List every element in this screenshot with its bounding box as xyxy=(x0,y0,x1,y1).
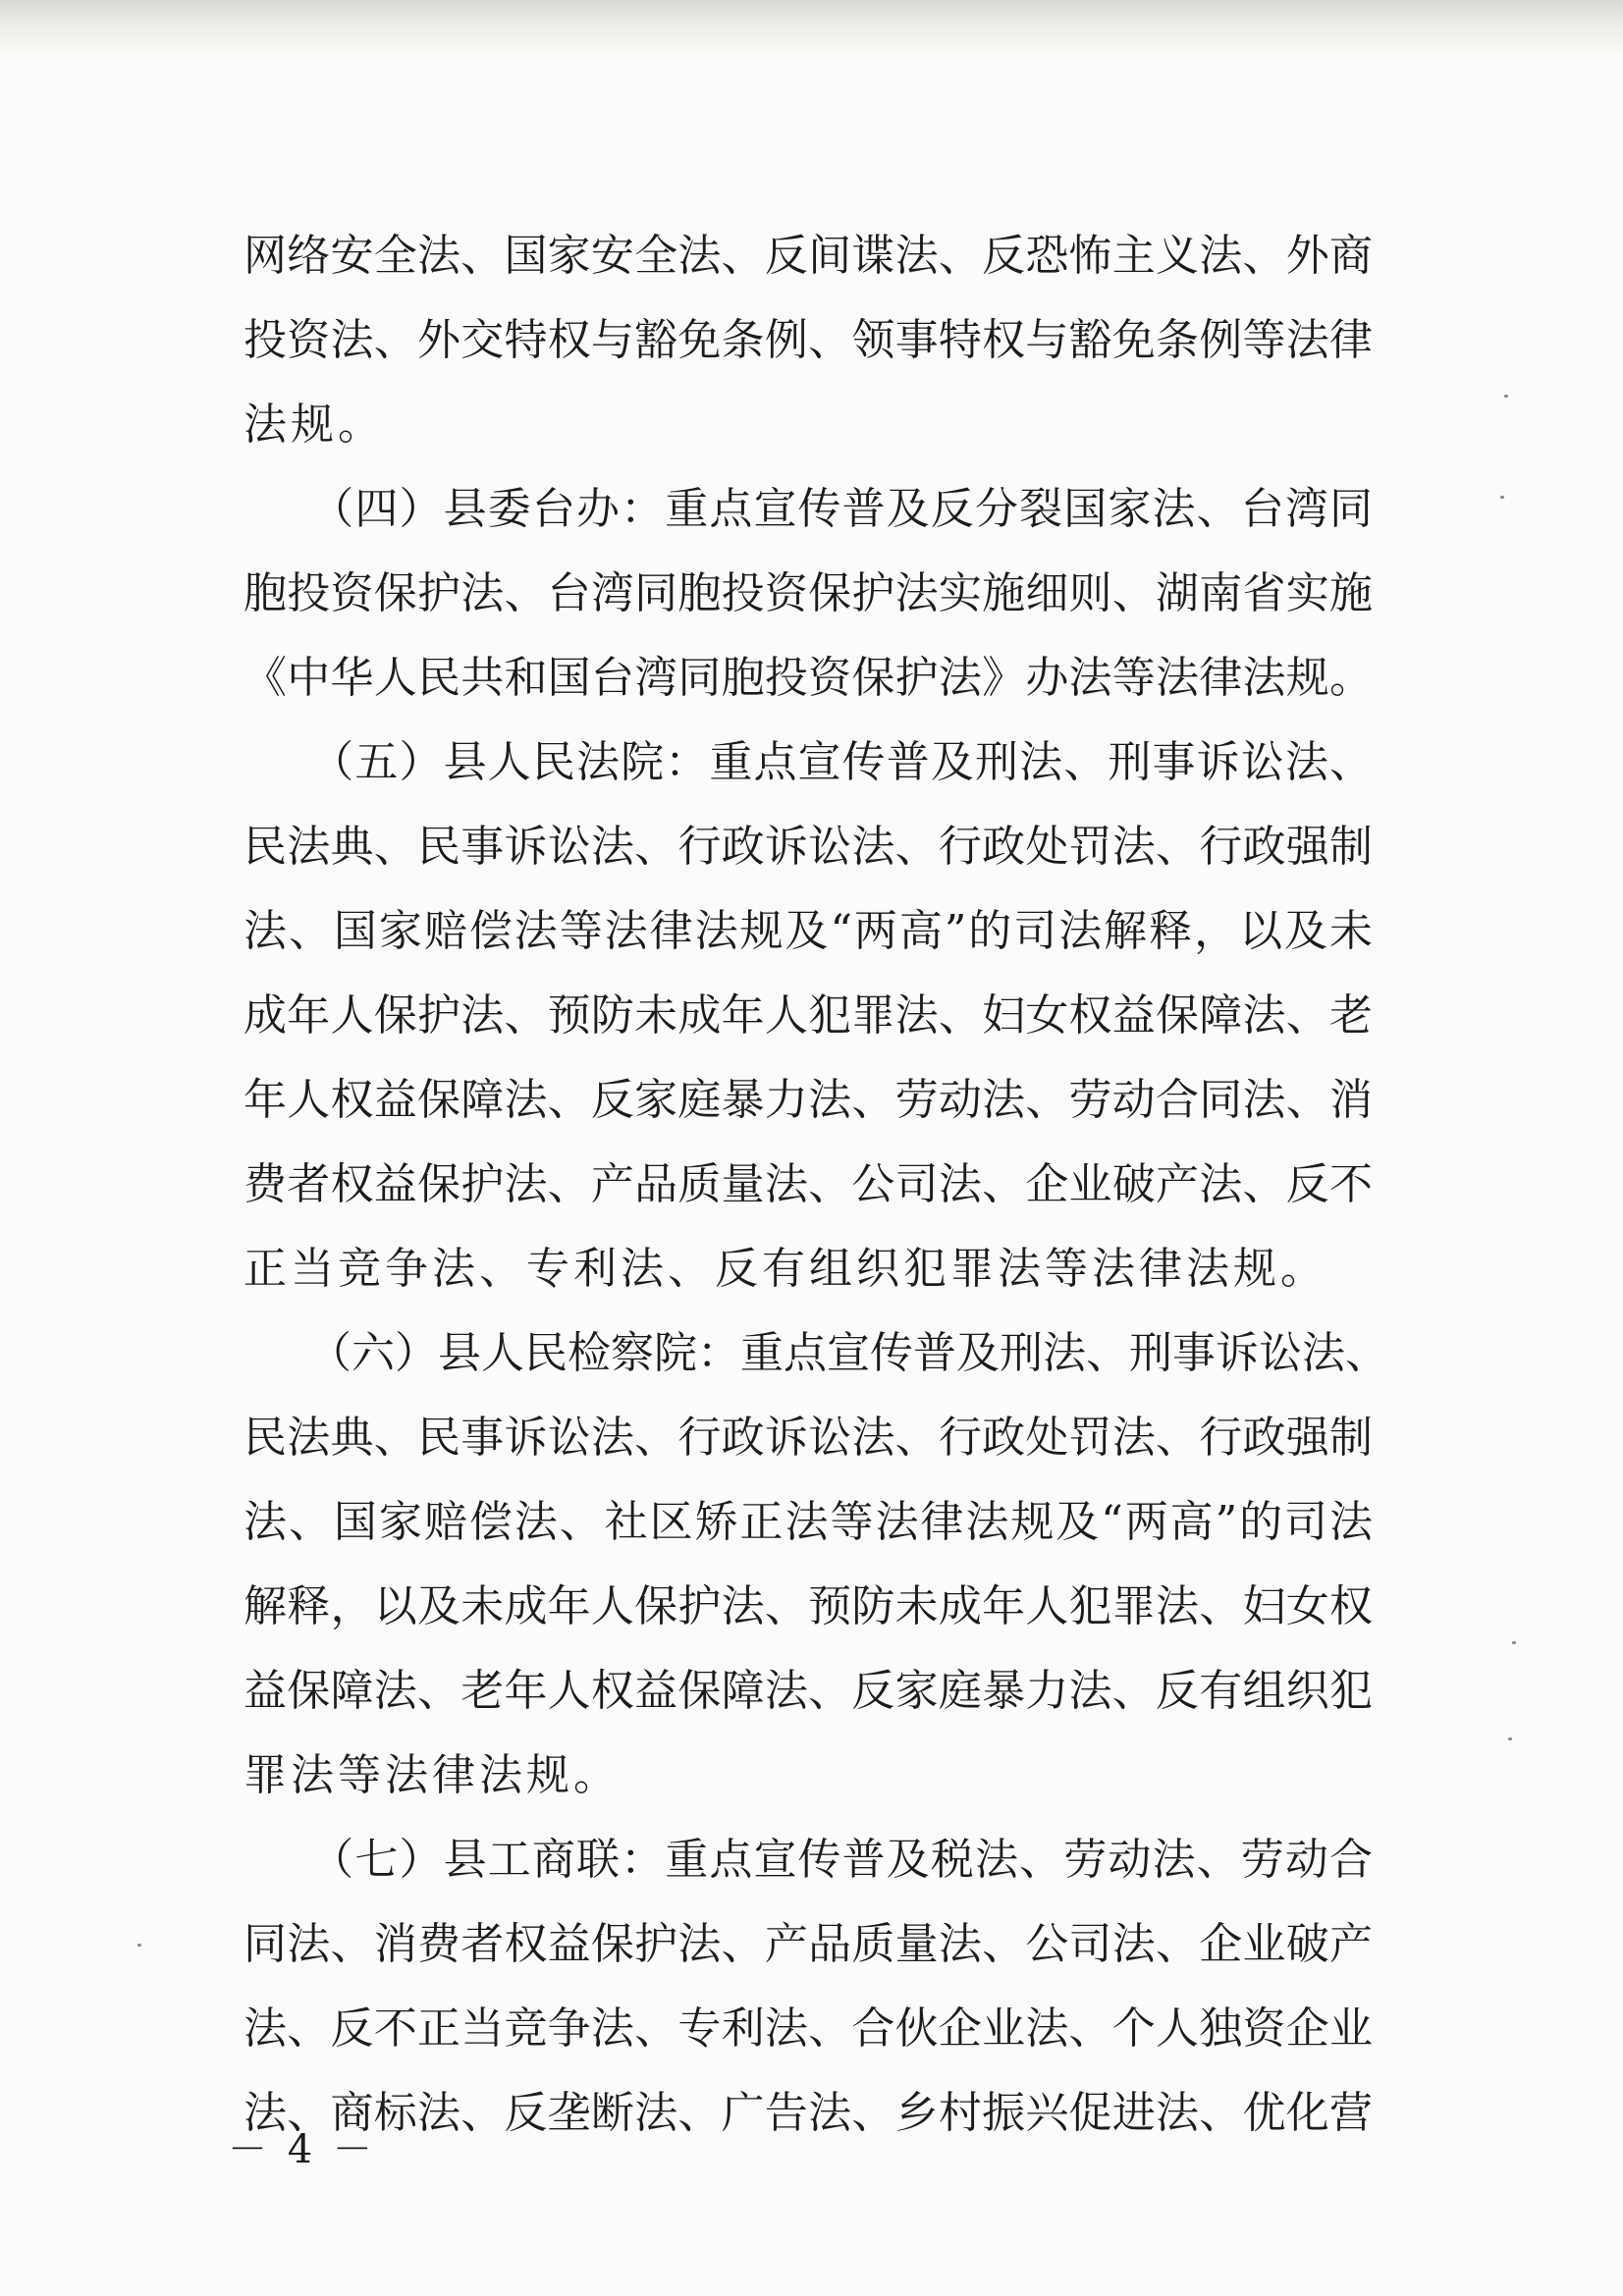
text-line: 法、商标法、反垄断法、广告法、乡村振兴促进法、优化营 xyxy=(243,2088,1373,2138)
scan-shadow xyxy=(0,0,1623,59)
text-line: 同法、消费者权益保护法、产品质量法、公司法、企业破产 xyxy=(243,1919,1373,1969)
text-line: 民法典、民事诉讼法、行政诉讼法、行政处罚法、行政强制 xyxy=(243,1413,1373,1463)
text-line: 罪法等法律法规。 xyxy=(243,1750,621,1800)
text-line: 正当竞争法、专利法、反有组织犯罪法等法律法规。 xyxy=(243,1244,1327,1294)
text-line: 费者权益保护法、产品质量法、公司法、企业破产法、反不 xyxy=(243,1159,1373,1209)
text-line: 法规。 xyxy=(243,400,385,450)
scan-speck xyxy=(1504,395,1508,398)
text-line: 投资法、外交特权与豁免条例、领事特权与豁免条例等法律 xyxy=(243,315,1373,365)
text-line: 法、国家赔偿法等法律法规及“两高”的司法解释，以及未 xyxy=(243,906,1373,956)
page-number: － 4 － xyxy=(228,2127,376,2172)
text-line: 法、国家赔偿法、社区矫正法等法律法规及“两高”的司法 xyxy=(243,1497,1373,1547)
text-line: 民法典、民事诉讼法、行政诉讼法、行政处罚法、行政强制 xyxy=(243,822,1373,872)
text-line: 《中华人民共和国台湾同胞投资保护法》办法等法律法规。 xyxy=(243,653,1373,703)
text-line: 网络安全法、国家安全法、反间谍法、反恐怖主义法、外商 xyxy=(243,231,1373,281)
section-heading-line: （五）县人民法院：重点宣传普及刑法、刑事诉讼法、 xyxy=(243,737,1373,787)
scan-speck xyxy=(1512,1641,1516,1644)
text-line: 年人权益保障法、反家庭暴力法、劳动法、劳动合同法、消 xyxy=(243,1075,1373,1125)
text-line: 法、反不正当竞争法、专利法、合伙企业法、个人独资企业 xyxy=(243,2003,1373,2054)
section-heading-line: （六）县人民检察院：重点宣传普及刑法、刑事诉讼法、 xyxy=(243,1328,1388,1378)
section-heading-line: （七）县工商联：重点宣传普及税法、劳动法、劳动合 xyxy=(243,1835,1373,1885)
text-line: 胞投资保护法、台湾同胞投资保护法实施细则、湖南省实施 xyxy=(243,568,1373,618)
text-line: 益保障法、老年人权益保障法、反家庭暴力法、反有组织犯 xyxy=(243,1666,1373,1716)
body-text xyxy=(243,214,1388,2156)
scan-speck xyxy=(1500,496,1504,499)
text-line: 解释，以及未成年人保护法、预防未成年人犯罪法、妇女权 xyxy=(243,1581,1373,1631)
scan-speck xyxy=(137,1944,141,1947)
section-heading-line: （四）县委台办：重点宣传普及反分裂国家法、台湾同 xyxy=(243,484,1373,534)
scan-speck xyxy=(1508,1737,1512,1740)
text-line: 成年人保护法、预防未成年人犯罪法、妇女权益保障法、老 xyxy=(243,990,1373,1041)
